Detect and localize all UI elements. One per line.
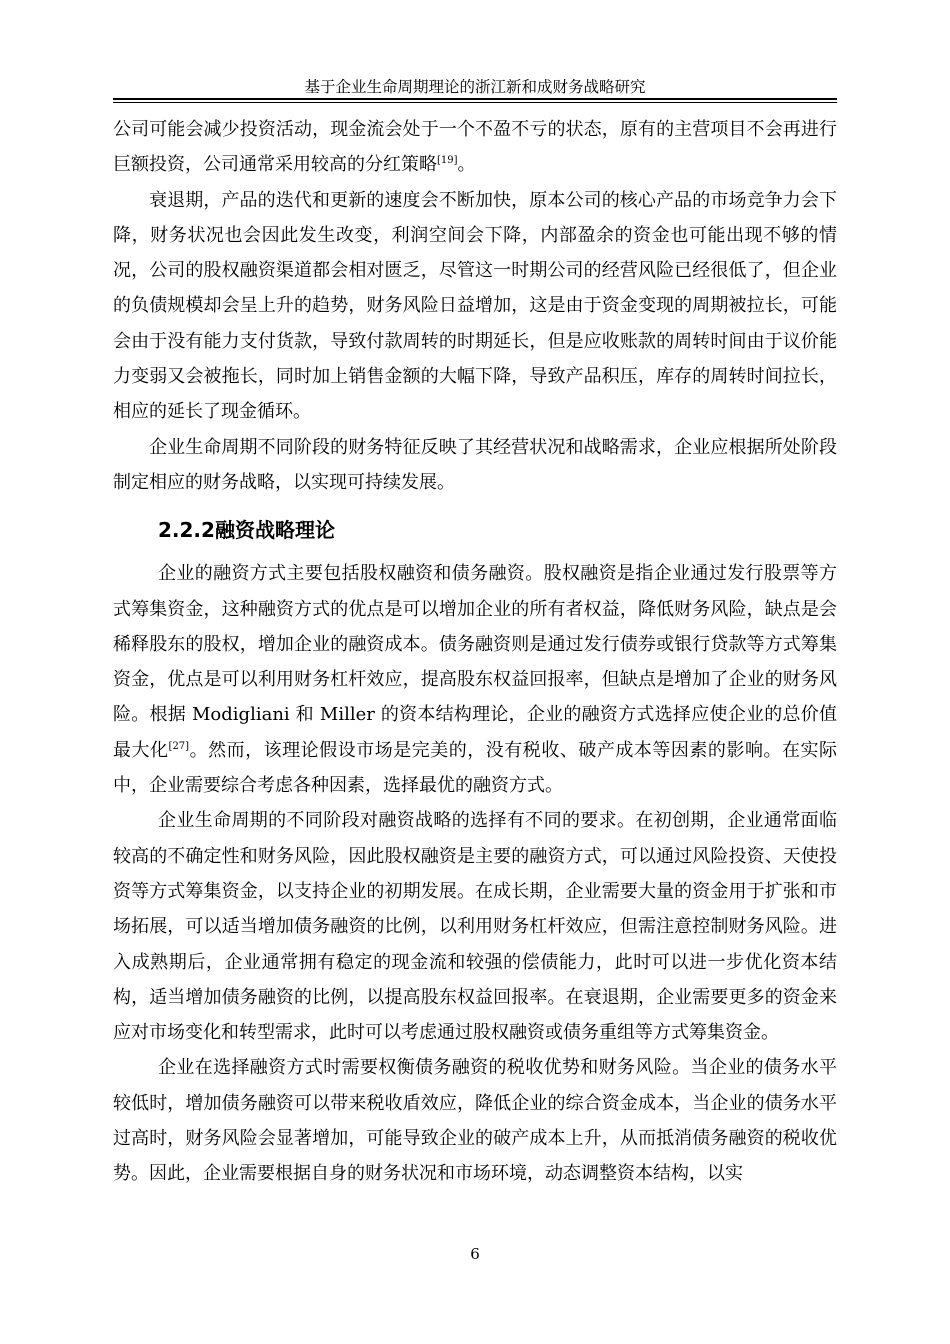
citation: [19] bbox=[437, 155, 458, 167]
page-number: 6 bbox=[470, 1245, 480, 1263]
paragraph-financing-methods bbox=[113, 556, 837, 803]
section-title: 融资战略理论 bbox=[214, 518, 335, 543]
paragraph-summary: 企业生命周期不同阶段的财务特征反映了其经营状况和战略需求，企业应根据所处阶段制定相应的财务战略，以实现可持续发展。 bbox=[113, 436, 837, 493]
page-body bbox=[113, 112, 837, 1192]
paragraph-text-tail: 。然而，该理论假设市场是完美的，没有税收、破产成本等因素的影响。在实际中，企业需要综合考虑各种因素，选择最优的融资方式。 bbox=[113, 739, 838, 797]
paragraph-text-tail: 。 bbox=[457, 154, 476, 176]
paragraph-text: 企业的融资方式主要包括股权融资和债务融资。股权融资是指企业通过发行股票等方式筹集资金，这种融资方式的优点是可以增加企业的所有者权益，降低财务风险，缺点是会稀释股东的股权，增加企业的融资成本。债务融资则是通过发行债券或银行贷款等方式筹集资金，优点是可以利用财务杠杆效应，提高股东权益回报率，但缺点是增加了企业的财务风险。根据 Modigliani 和 Miller 的资本结构理论，企业的融资方式选择应使企业的总价值最大化 bbox=[113, 563, 837, 761]
paragraph-continuation bbox=[113, 112, 837, 183]
section-number: 2.2.2 bbox=[158, 518, 215, 543]
header-rule-thin bbox=[113, 102, 837, 103]
header-rule-thick bbox=[113, 98, 837, 100]
paragraph-text: 公司可能会减少投资活动，现金流会处于一个不盈不亏的状态，原有的主营项目不会再进行巨额投资，公司通常采用较高的分红策略 bbox=[113, 119, 837, 176]
section-heading bbox=[113, 514, 837, 546]
paragraph-lifecycle-financing: 企业生命周期的不同阶段对融资战略的选择有不同的要求。在初创期，企业通常面临较高的不确定性和财务风险，因此股权融资是主要的融资方式，可以通过风险投资、天使投资等方式筹集资金，以支持企业的初期发展。在成长期，企业需要大量的资金用于扩张和市场拓展，可以适当增加债务融资的比例，以利用财务杠杆效应，但需注意控制财务风险。进入成熟期后，企业通常拥有稳定的现金流和较强的偿债能力，此时可以进一步优化资本结构，适当增加债务融资的比例，以提高股东权益回报率。在衰退期，企业需要更多的资金来应对市场变化和转型需求，此时可以考虑通过股权融资或债务重组等方式筹集资金。 bbox=[113, 810, 837, 1044]
running-header: 基于企业生命周期理论的浙江新和成财务战略研究 bbox=[304, 78, 646, 96]
paragraph-tax-risk: 企业在选择融资方式时需要权衡债务融资的税收优势和财务风险。当企业的债务水平较低时，增加债务融资可以带来税收盾效应，降低企业的综合资金成本，当企业的债务水平过高时，财务风险会显著增加，可能导致企业的破产成本上升，从而抵消债务融资的税收优势。因此，企业需要根据自身的财务状况和市场环境，动态调整资本结构，以实 bbox=[113, 1057, 837, 1185]
paragraph-decline-stage: 衰退期，产品的迭代和更新的速度会不断加快，原本公司的核心产品的市场竞争力会下降，财务状况也会因此发生改变，利润空间会下降，内部盈余的资金也可能出现不够的情况，公司的股权融资渠道都会相对匮乏，尽管这一时期公司的经营风险已经很低了，但企业的负债规模却会呈上升的趋势，财务风险日益增加，这是由于资金变现的周期被拉长，可能会由于没有能力支付货款，导致付款周转的时期延长，但是应收账款的周转时间由于议价能力变弱又会被拖长，同时加上销售金额的大幅下降，导致产品积压，库存的周转时间拉长，相应的延长了现金循环。 bbox=[113, 189, 837, 423]
citation: [27] bbox=[168, 740, 190, 752]
